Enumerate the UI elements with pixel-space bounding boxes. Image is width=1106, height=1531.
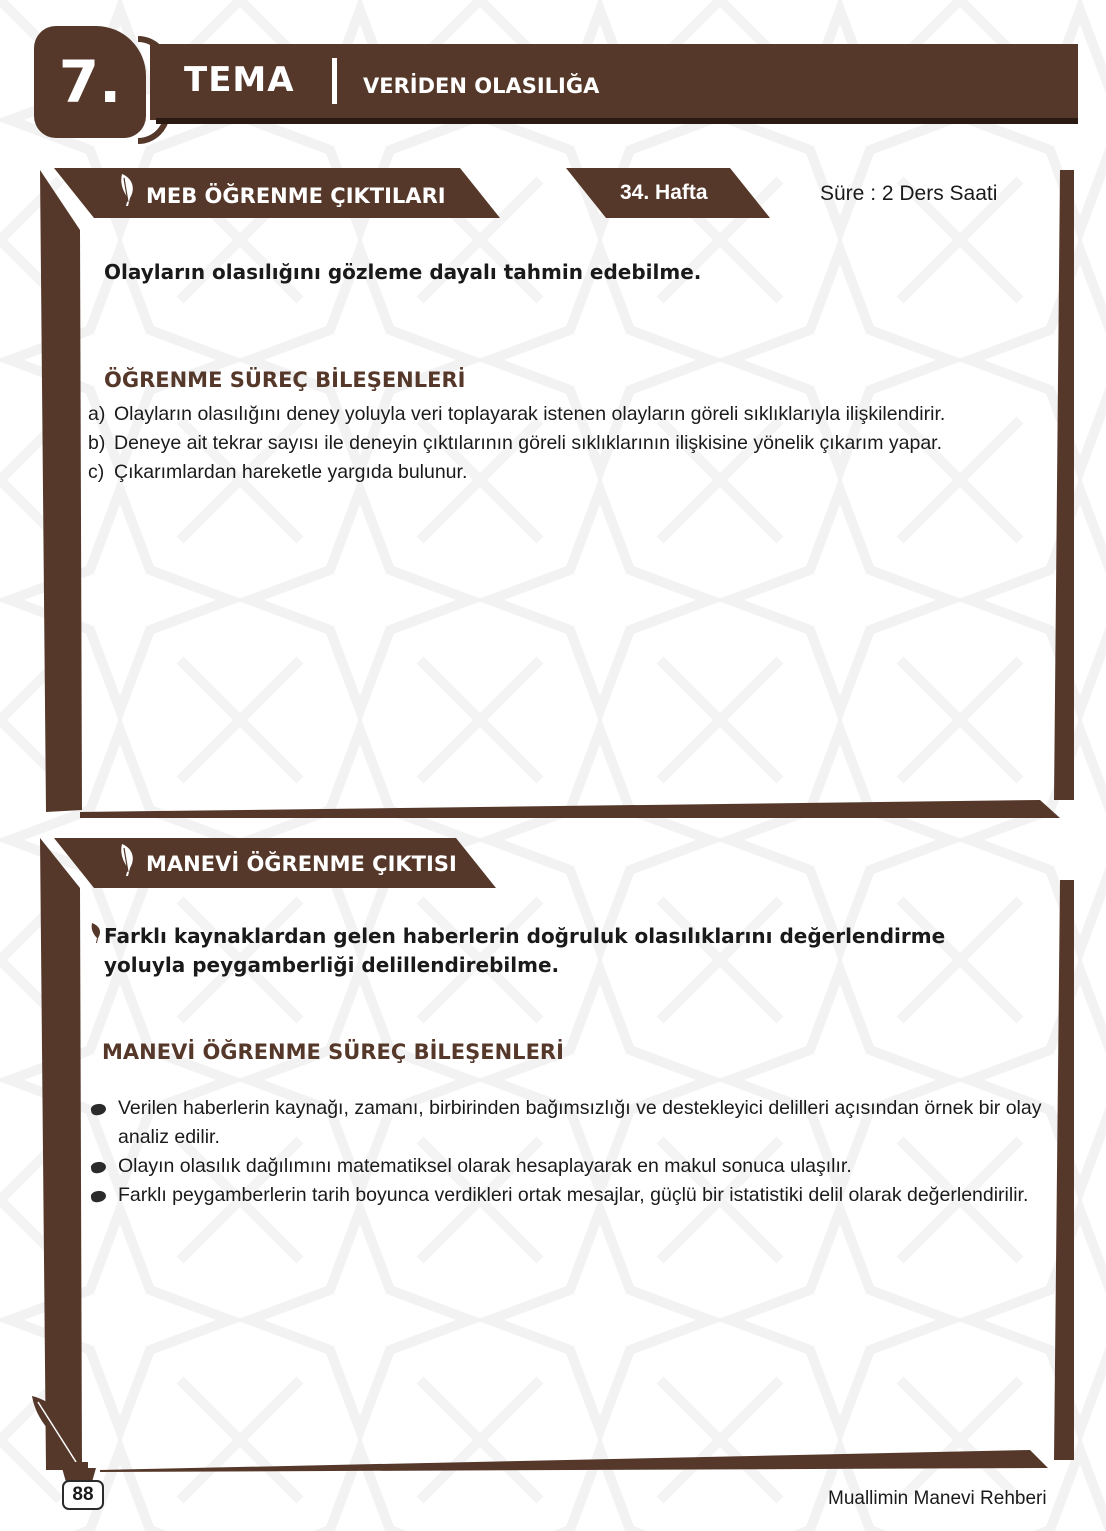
bullet-leaf-icon bbox=[90, 1094, 118, 1123]
manevi-label: MANEVİ ÖĞRENME ÇIKTISI bbox=[146, 852, 457, 876]
list-item bbox=[88, 429, 945, 458]
feather-icon bbox=[118, 172, 138, 208]
list-item-key: b) bbox=[88, 432, 106, 454]
list-item-text: Çıkarımlardan hareketle yargıda bulunur. bbox=[114, 461, 468, 483]
list-item bbox=[90, 1181, 1050, 1210]
list-item bbox=[88, 400, 945, 429]
manevi-outcome bbox=[104, 922, 945, 980]
meb-outcome: Olayların olasılığını gözleme dayalı tahmin edebilme. bbox=[104, 260, 702, 284]
feather-icon bbox=[90, 922, 104, 944]
meb-label: MEB ÖĞRENME ÇIKTILARI bbox=[146, 184, 446, 208]
theme-number-badge: 7. bbox=[34, 26, 146, 138]
duration-text: Süre : 2 Ders Saati bbox=[820, 182, 998, 205]
theme-word: TEMA bbox=[184, 60, 295, 100]
list-item-key: a) bbox=[88, 403, 106, 425]
manevi-bullet-list bbox=[90, 1094, 1050, 1210]
list-item-text: Olayın olasılık dağılımını matematiksel olarak hesaplayarak en makul sonuca ulaşılır. bbox=[118, 1155, 852, 1177]
manevi-process-title: MANEVİ ÖĞRENME SÜREÇ BİLEŞENLERİ bbox=[102, 1040, 564, 1064]
theme-title: VERİDEN OLASILIĞA bbox=[363, 74, 600, 98]
list-item-text: Deneye ait tekrar sayısı ile deneyin çıktılarının göreli sıklıklarının ilişkisine yönelik çıkarım yapar. bbox=[114, 432, 943, 454]
list-item-text: Olayların olasılığını deney yoluyla veri toplayarak istenen olayların göreli sıklıklarıyla ilişkilendirir. bbox=[114, 403, 946, 425]
process-title: ÖĞRENME SÜREÇ BİLEŞENLERİ bbox=[104, 368, 466, 392]
bullet-leaf-icon bbox=[90, 1152, 118, 1181]
header-bar-shadow bbox=[156, 118, 1078, 124]
feather-icon bbox=[118, 842, 138, 878]
list-item bbox=[88, 458, 945, 487]
manevi-outcome-line2: yoluyla peygamberliği delillendirebilme. bbox=[104, 953, 560, 977]
manevi-outcome-line1: Farklı kaynaklardan gelen haberlerin doğruluk olasılıklarını değerlendirme bbox=[104, 924, 946, 948]
bullet-leaf-icon bbox=[90, 1181, 118, 1210]
list-item bbox=[90, 1152, 1050, 1181]
process-list bbox=[88, 400, 945, 487]
header-divider bbox=[332, 58, 337, 104]
list-item-text: Verilen haberlerin kaynağı, zamanı, birbirinden bağımsızlığı ve destekleyici delilleri açısından örnek bir olay analiz edilir. bbox=[118, 1097, 1042, 1148]
list-item-text: Farklı peygamberlerin tarih boyunca verdikleri ortak mesajlar, güçlü bir istatistiki delil olarak değerlendirilir. bbox=[118, 1184, 1029, 1206]
book-title: Muallimin Manevi Rehberi bbox=[828, 1488, 1047, 1509]
list-item bbox=[90, 1094, 1050, 1152]
week-label: 34. Hafta bbox=[620, 181, 708, 204]
quill-inkwell-icon bbox=[26, 1392, 106, 1482]
page-number: 88 bbox=[62, 1480, 104, 1510]
list-item-key: c) bbox=[88, 461, 105, 483]
